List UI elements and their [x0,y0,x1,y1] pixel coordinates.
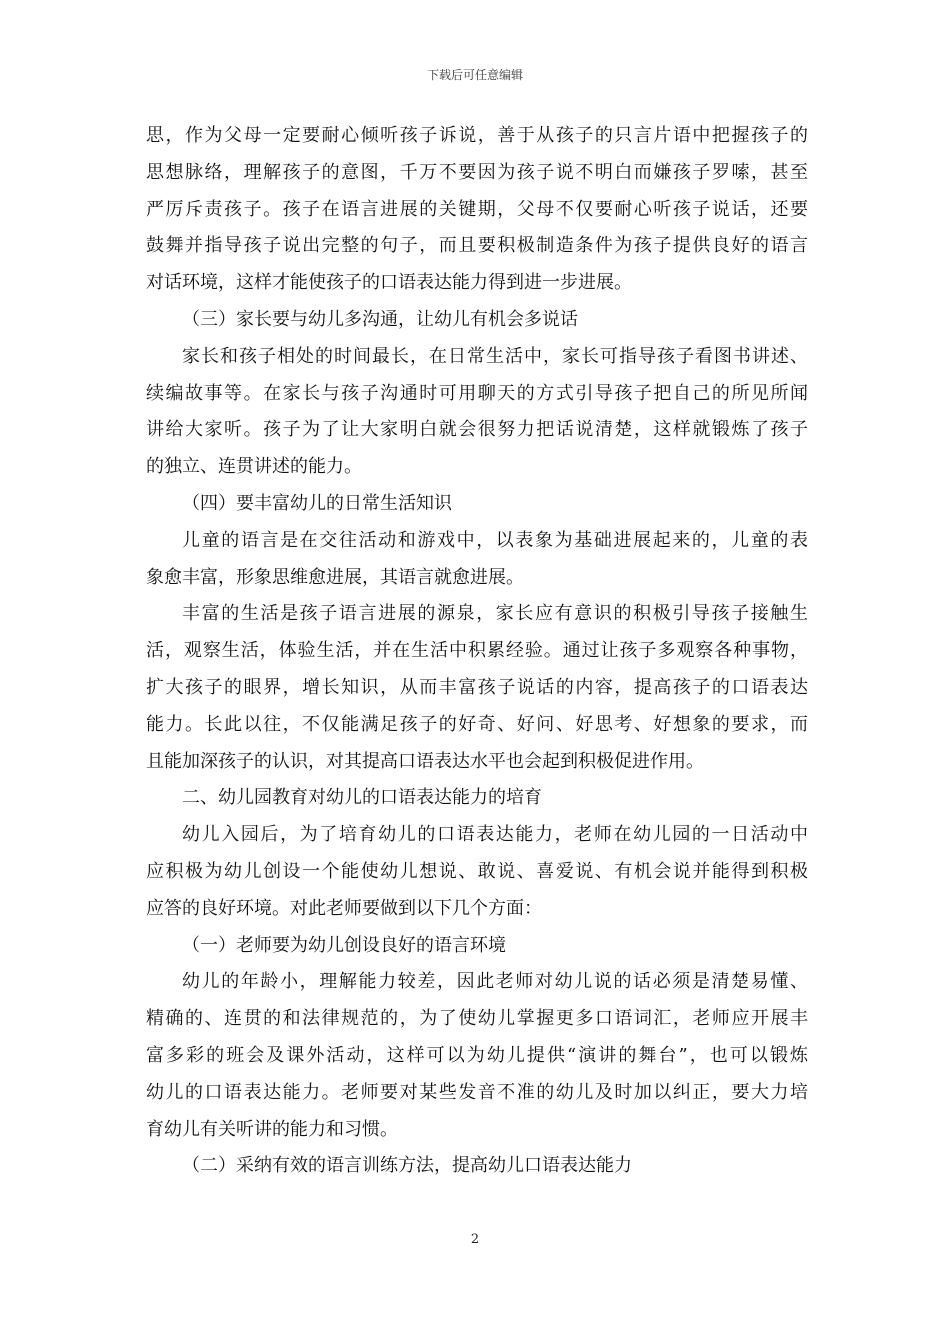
page-number: 2 [470,1232,480,1247]
document-body [146,118,808,1185]
body-line: 对话环境，这样才能使孩子的口语表达能力得到进一步进展。 [146,272,632,294]
body-line: 能力。长此以往，不仅能满足孩子的好奇、好问、好思考、好想象的要求，而 [146,713,808,735]
body-line: 儿童的语言是在交往活动和游戏中，以表象为基础进展起来的，儿童的表 [182,529,808,551]
page-header: 下载后可任意编辑 [426,68,523,82]
body-line: 活，观察生活，体验生活，并在生活中积累经验。通过让孩子多观察各种事物， [146,640,808,662]
body-line: 育幼儿有关听讲的能力和习惯。 [146,1118,398,1140]
section-heading: （二）采纳有效的语言训练方法，提高幼儿口语表达能力 [182,1155,632,1177]
body-line: 应积极为幼儿创设一个能使幼儿想说、敢说、喜爱说、有机会说并能得到积极 [146,860,808,882]
section-heading: 二、幼儿园教育对幼儿的口语表达能力的培育 [182,787,542,809]
body-line: 且能加深孩子的认识，对其提高口语表达水平也会起到积极促进作用。 [146,750,704,772]
body-line: 富多彩的班会及课外活动，这样可以为幼儿提供“演讲的舞台”，也可以锻炼 [146,1044,808,1066]
body-line: 续编故事等。在家长与孩子沟通时可用聊天的方式引导孩子把自己的所见所闻 [146,382,808,404]
body-line: 思，作为父母一定要耐心倾听孩子诉说，善于从孩子的只言片语中把握孩子的 [146,125,808,146]
body-line: 应答的良好环境。对此老师要做到以下几个方面： [146,897,542,919]
body-line: 鼓舞并指导孩子说出完整的句子，而且要积极制造条件为孩子提供良好的语言 [146,235,808,257]
body-line: 幼儿入园后，为了培育幼儿的口语表达能力，老师在幼儿园的一日活动中 [182,824,808,846]
body-line: 思想脉络，理解孩子的意图，千万不要因为孩子说不明白而嫌孩子罗嗦，甚至 [146,161,808,183]
section-heading: （四）要丰富幼儿的日常生活知识 [182,492,452,514]
body-line: 的独立、连贯讲述的能力。 [146,456,362,478]
body-line: 丰富的生活是孩子语言进展的源泉，家长应有意识的积极引导孩子接触生 [182,603,808,625]
section-heading: （三）家长要与幼儿多沟通，让幼儿有机会多说话 [182,308,578,330]
body-line: 家长和孩子相处的时间最长，在日常生活中，家长可指导孩子看图书讲述、 [182,345,808,367]
section-heading: （一）老师要为幼儿创设良好的语言环境 [182,934,506,956]
body-line: 幼儿的口语表达能力。老师要对某些发音不准的幼儿及时加以纠正，要大力培 [146,1081,808,1103]
body-line: 精确的、连贯的和法律规范的，为了使幼儿掌握更多口语词汇，老师应开展丰 [146,1008,808,1030]
body-line: 严厉斥责孩子。孩子在语言进展的关键期，父母不仅要耐心听孩子说话，还要 [146,198,808,220]
body-line: 讲给大家听。孩子为了让大家明白就会很努力把话说清楚，这样就锻炼了孩子 [146,419,808,441]
body-line: 象愈丰富，形象思维愈进展，其语言就愈进展。 [146,566,524,588]
body-line: 幼儿的年龄小，理解能力较差，因此老师对幼儿说的话必须是清楚易懂、 [182,971,808,993]
body-line: 扩大孩子的眼界，增长知识，从而丰富孩子说话的内容，提高孩子的口语表达 [146,676,808,698]
